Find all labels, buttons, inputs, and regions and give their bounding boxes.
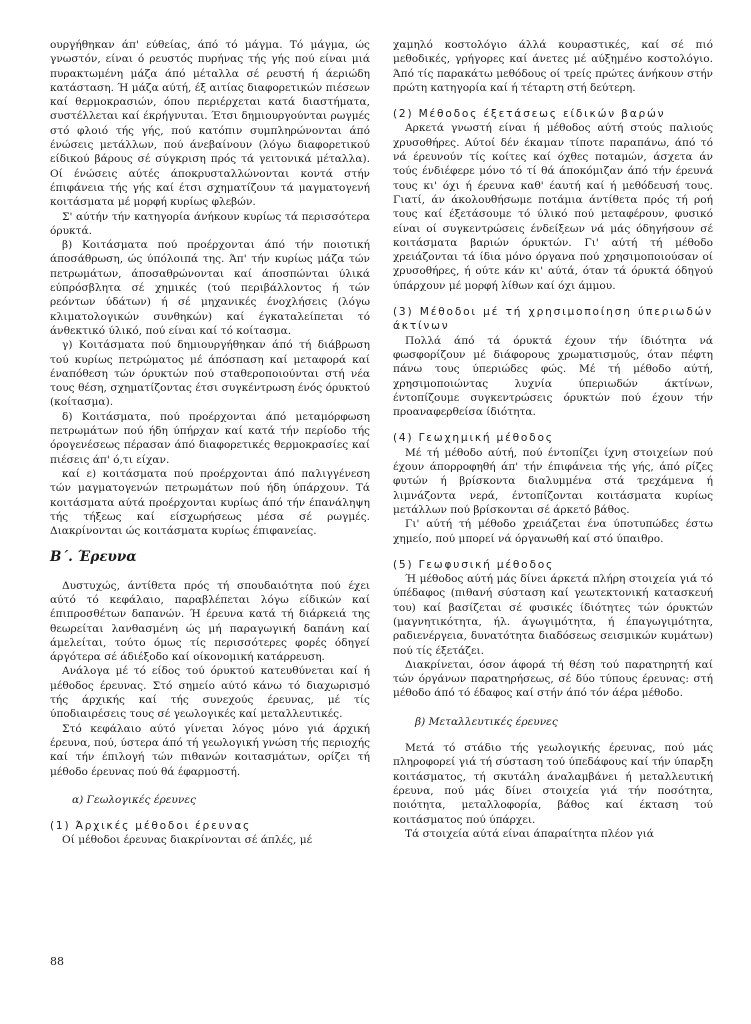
paragraph: Τά στοιχεία αύτά είναι άπαραίτητα πλέον γιά <box>405 827 654 840</box>
method-heading: (3) Μέθοδοι μέ τή χρησιμοποίηση ύπεριωδών άκτίνων <box>393 306 713 333</box>
paragraph: β) Κοιτάσματα πού προέρχονται άπό τήν ποιοτική άποσάθρωση, ώς ύπόλοιπά της. Άπ' τήν κυρίως μάζα τών πετρωμάτων, άποσαθρώνονται καί άποσπώνται ύλικά εύπρόσβλητα σέ χημικές (τού περιβάλλοντος ή τών ρεόντων ύδάτων) ή σέ μηχανικές ένοχλήσεις (λόγω κλιματολογικών συνθηκών) καί έγκαταλείπεται τό άνθεκτικό ύλικό, πού είναι καί τό κοίτασμα. <box>50 239 370 337</box>
paragraph: γ) Κοιτάσματα πού δημιουργήθηκαν άπό τή διάβρωση τού κυρίως πετρώματος μέ άπόσπαση καί μεταφορά καί έναπόθεση τών όρυκτών πού σταθεροποιούνται στή νέα τους θέση, σχηματίζοντας έτσι συγκέντρωση ένός όρυκτού (κοίτασμα). <box>50 339 370 409</box>
paragraph: χαμηλό κοστολόγιο άλλά κουραστικές, καί σέ πιό μεθοδικές, γρήγορες καί άνετες μέ αύξημένο κοστολόγιο. Άπό τίς παρακάτω μεθόδους οί τρείς πρώτες άνήκουν στήν πρώτη κατηγορία καί ή τέταρτη στή δεύτερη. <box>393 39 713 94</box>
paragraph: Μετά τό στάδιο τής γεωλογικής έρευνας, πού μάς πληροφορεί γιά τή σύσταση τού ύπεδάφους καί τήν ύπαρξη κοιτάσματος, τή σκυτάλη άναλαμβάνει ή μεταλλευτική έρευνα, πού μάς δίνει στοιχεία γιά τήν ποσότητα, ποιότητα, μεταλλοφορία, βάθος καί έκταση τού κοιτάσματος πού ύπάρχει. <box>393 742 713 826</box>
paragraph: ουργήθηκαν άπ' εύθείας, άπό τό μάγμα. Τό μάγμα, ώς γνωστόν, είναι ό ρευστός πυρήνας τής γής πού είναι μιά πυρακτωμένη μάζα άπό μέταλλα σέ ρευστή ή άεριώδη κατάσταση. Ή μάζα αύτή, έξ αιτίας διαφορετικών πιέσεων καί θερμοκρασιών, όπου περιέρχεται κατά διαστήματα, συστέλλεται καί έκρήγνυται. Έτσι δημιουργούνται ρωγμές στό φλοιό τής γής, πού κατόπιν συμπληρώνονται άπό ένώσεις μετάλλων, πού άνεβαίνουν (λόγω διαφορετικού είδικού βάρους σέ σύγκριση πρός τά γειτονικά μέταλλα). Οί ένώσεις αύτές άποκρυσταλλώνονται κοντά στήν έπιφάνεια τής γής καί έτσι σχηματίζουν τά μαγματογενή κοιτάσματα μέ μορφή κυρίως φλεβών. <box>50 39 370 209</box>
subsection-heading: α) Γεωλογικές έρευνες <box>72 793 196 806</box>
paragraph: Ανάλογα μέ τό είδος τού όρυκτού κατευθύνεται καί ή μέθοδος έρευνας. Στό σημείο αύτό κάνω τό διαχωρισμό τής άρχικής καί τής συνεχούς έρευνας, μέ τίς ύποδιαιρέσεις τους σέ γεωλογικές καί μεταλλευτικές. <box>50 665 370 721</box>
paragraph: Σ' αύτήν τήν κατηγορία άνήκουν κυρίως τά περισσότερα όρυκτά. <box>50 210 370 237</box>
subsection-heading: β) Μεταλλευτικές έρευνες <box>415 715 558 728</box>
left-column <box>50 38 370 848</box>
method-heading: (4) Γεωχημική μέθοδος <box>393 432 554 445</box>
paragraph: Ή μέθοδος αύτή μάς δίνει άρκετά πλήρη στοιχεία γιά τό ύπέδαφος (πιθανή σύσταση καί γεωτεκτονική κατασκευή του) καί βασίζεται σέ φυσικές ίδιότητες τών όρυκτών (μαγνητικότητα, ήλ. άγωγιμότητα, ή έπαγωγιμότητα, ραδιενέργεια, δυνατότητα διαδόσεως σεισμικών κυμάτων) πού τίς έξετάζει. <box>393 573 713 657</box>
paragraph: Γι' αύτή τή μέθοδο χρειάζεται ένα ύποτυπώδες έστω χημείο, πού μπορεί νά όργανωθή καί στό ύπαιθρο. <box>393 518 713 545</box>
paragraph: δ) Κοιτάσματα, πού προέρχονται άπό μεταμόρφωση πετρωμάτων πού ήδη ύπήρχαν καί κατά τήν περίοδο τής όρογενέσεως πέρασαν άπό διαφορετικές θερμοκρασίες καί πιέσεις άπ' ό,τι είχαν. <box>50 410 370 466</box>
paragraph: Διακρίνεται, όσον άφορά τή θέση τού παρατηρητή καί τών όργάνων παρατηρήσεως, σέ δύο τύπους έρευνας: στή μέθοδο άπό τό έδαφος καί στήν άπό τόν άέρα μέθοδο. <box>393 658 713 700</box>
section-heading: Β΄. Έρευνα <box>50 549 137 566</box>
method-heading: (5) Γεωφυσική μέθοδος <box>393 558 555 571</box>
paragraph: Οί μέθοδοι έρευνας διακρίνονται σέ άπλές, μέ <box>62 834 313 847</box>
paragraph: Μέ τή μέθοδο αύτή, πού έντοπίζει ίχνη στοιχείων πού έχουν άπορροφηθή άπ' τήν έπιφάνεια τής γής, άπό ρίζες φυτών ή βρίσκοντα διαλυμμένα στά τρεχάμενα ή λιμνάζοντα νερά, έντοπίζονται κοιτάσματα κυρίως μετάλλων πού βρίσκονται σέ άρκετό βάθος. <box>393 446 713 516</box>
paragraph: καί ε) κοιτάσματα πού προέρχονται άπό παλιγγένεση τών μαγματογενών πετρωμάτων πού ήδη ύπάρχουν. Τά κοιτάσματα αύτά προέρχονται κυρίως άπό τήν έπανάληψη τής τήξεως καί είσχωρήσεως μέσα σέ ρωγμές. Διακρίνονται ώς κοιτάσματα κυρίως έπιφανείας. <box>50 467 370 538</box>
method-heading: (1) Άρχικές μέθοδοι έρευνας <box>50 820 252 833</box>
paragraph: Αρκετά γνωστή είναι ή μέθοδος αύτή στούς παλιούς χρυσοθήρες. Αύτοί δέν έκαμαν τίποτε παραπάνω, άπό τό νά έρευνούν τίς κοίτες καί όχθες ποταμών, άσχετα άν τούς ένδιέφερε μόνο τό τί θά άποκόμιζαν άπό τήν έρευνά τους κι' όχι ή έρευνα καθ' έαυτή καί ή μεθόδευσή τους. Γιατί, άν άκολουθήσωμε ποτάμια άντίθετα πρός τή ροή τους καί έξετάσουμε τό ύλικό πού μεταφέρουν, φυσικό είναι οί συγκεντρώσεις ένδείξεων νά μάς όδηγήσουν σέ κοιτάσματα βαριών όρυκτών. Γι' αύτή τή μέθοδο χρειάζονται τά ίδια μόνο όργανα πού χρησιμοποιούσαν οί χρυσοθήρες, ή ούτε κάν κι' αύτά, όταν τά όρυκτά όδηγού ύπάρχουν μέ μορφή λίθων καί όχι άμμου. <box>393 122 713 292</box>
page-number: 88 <box>50 955 64 968</box>
paragraph: Πολλά άπό τά όρυκτά έχουν τήν ίδιότητα νά φωσφορίζουν μέ διάφορους χρωματισμούς, όταν πέφτη πάνω τους ύπεριώδες φώς. Μέ τή μέθοδο αύτή, χρησιμοποιώντας λυχνία ύπεριωδών άκτίνων, έντοπίζουμε συγκεντρώσεις όρυκτών πού έχουν τήν προαναφερθείσα ίδιότητα. <box>393 334 713 419</box>
method-heading: (2) Μέθοδος έξετάσεως είδικών βαρών <box>393 108 666 121</box>
paragraph: Στό κεφάλαιο αύτό γίνεται λόγος μόνο γιά άρχική έρευνα, πού, ύστερα άπό τή γεωλογική γνώση τής περιοχής καί τήν έπιλογή τών πιθανών κοιτασμάτων, ορίζει τή μέθοδο έρευνας πού θά έφαρμοστή. <box>50 722 370 778</box>
right-column <box>393 38 713 841</box>
paragraph: Δυστυχώς, άντίθετα πρός τή σπουδαιότητα πού έχει αύτό τό κεφάλαιο, παραβλέπεται λόγω είδικών καί έπιπροσθέτων δαπανών. Ή έρευνα κατά τή διάρκειά της θεωρείται λανθασμένη ώς μή παραγωγική δαπάνη καί άμελείται, τούτο όμως τίς περισσότερες φορές όδηγεί άργότερα σέ άδιέξοδο καί οίκονομική κατάρρευση. <box>50 579 370 664</box>
